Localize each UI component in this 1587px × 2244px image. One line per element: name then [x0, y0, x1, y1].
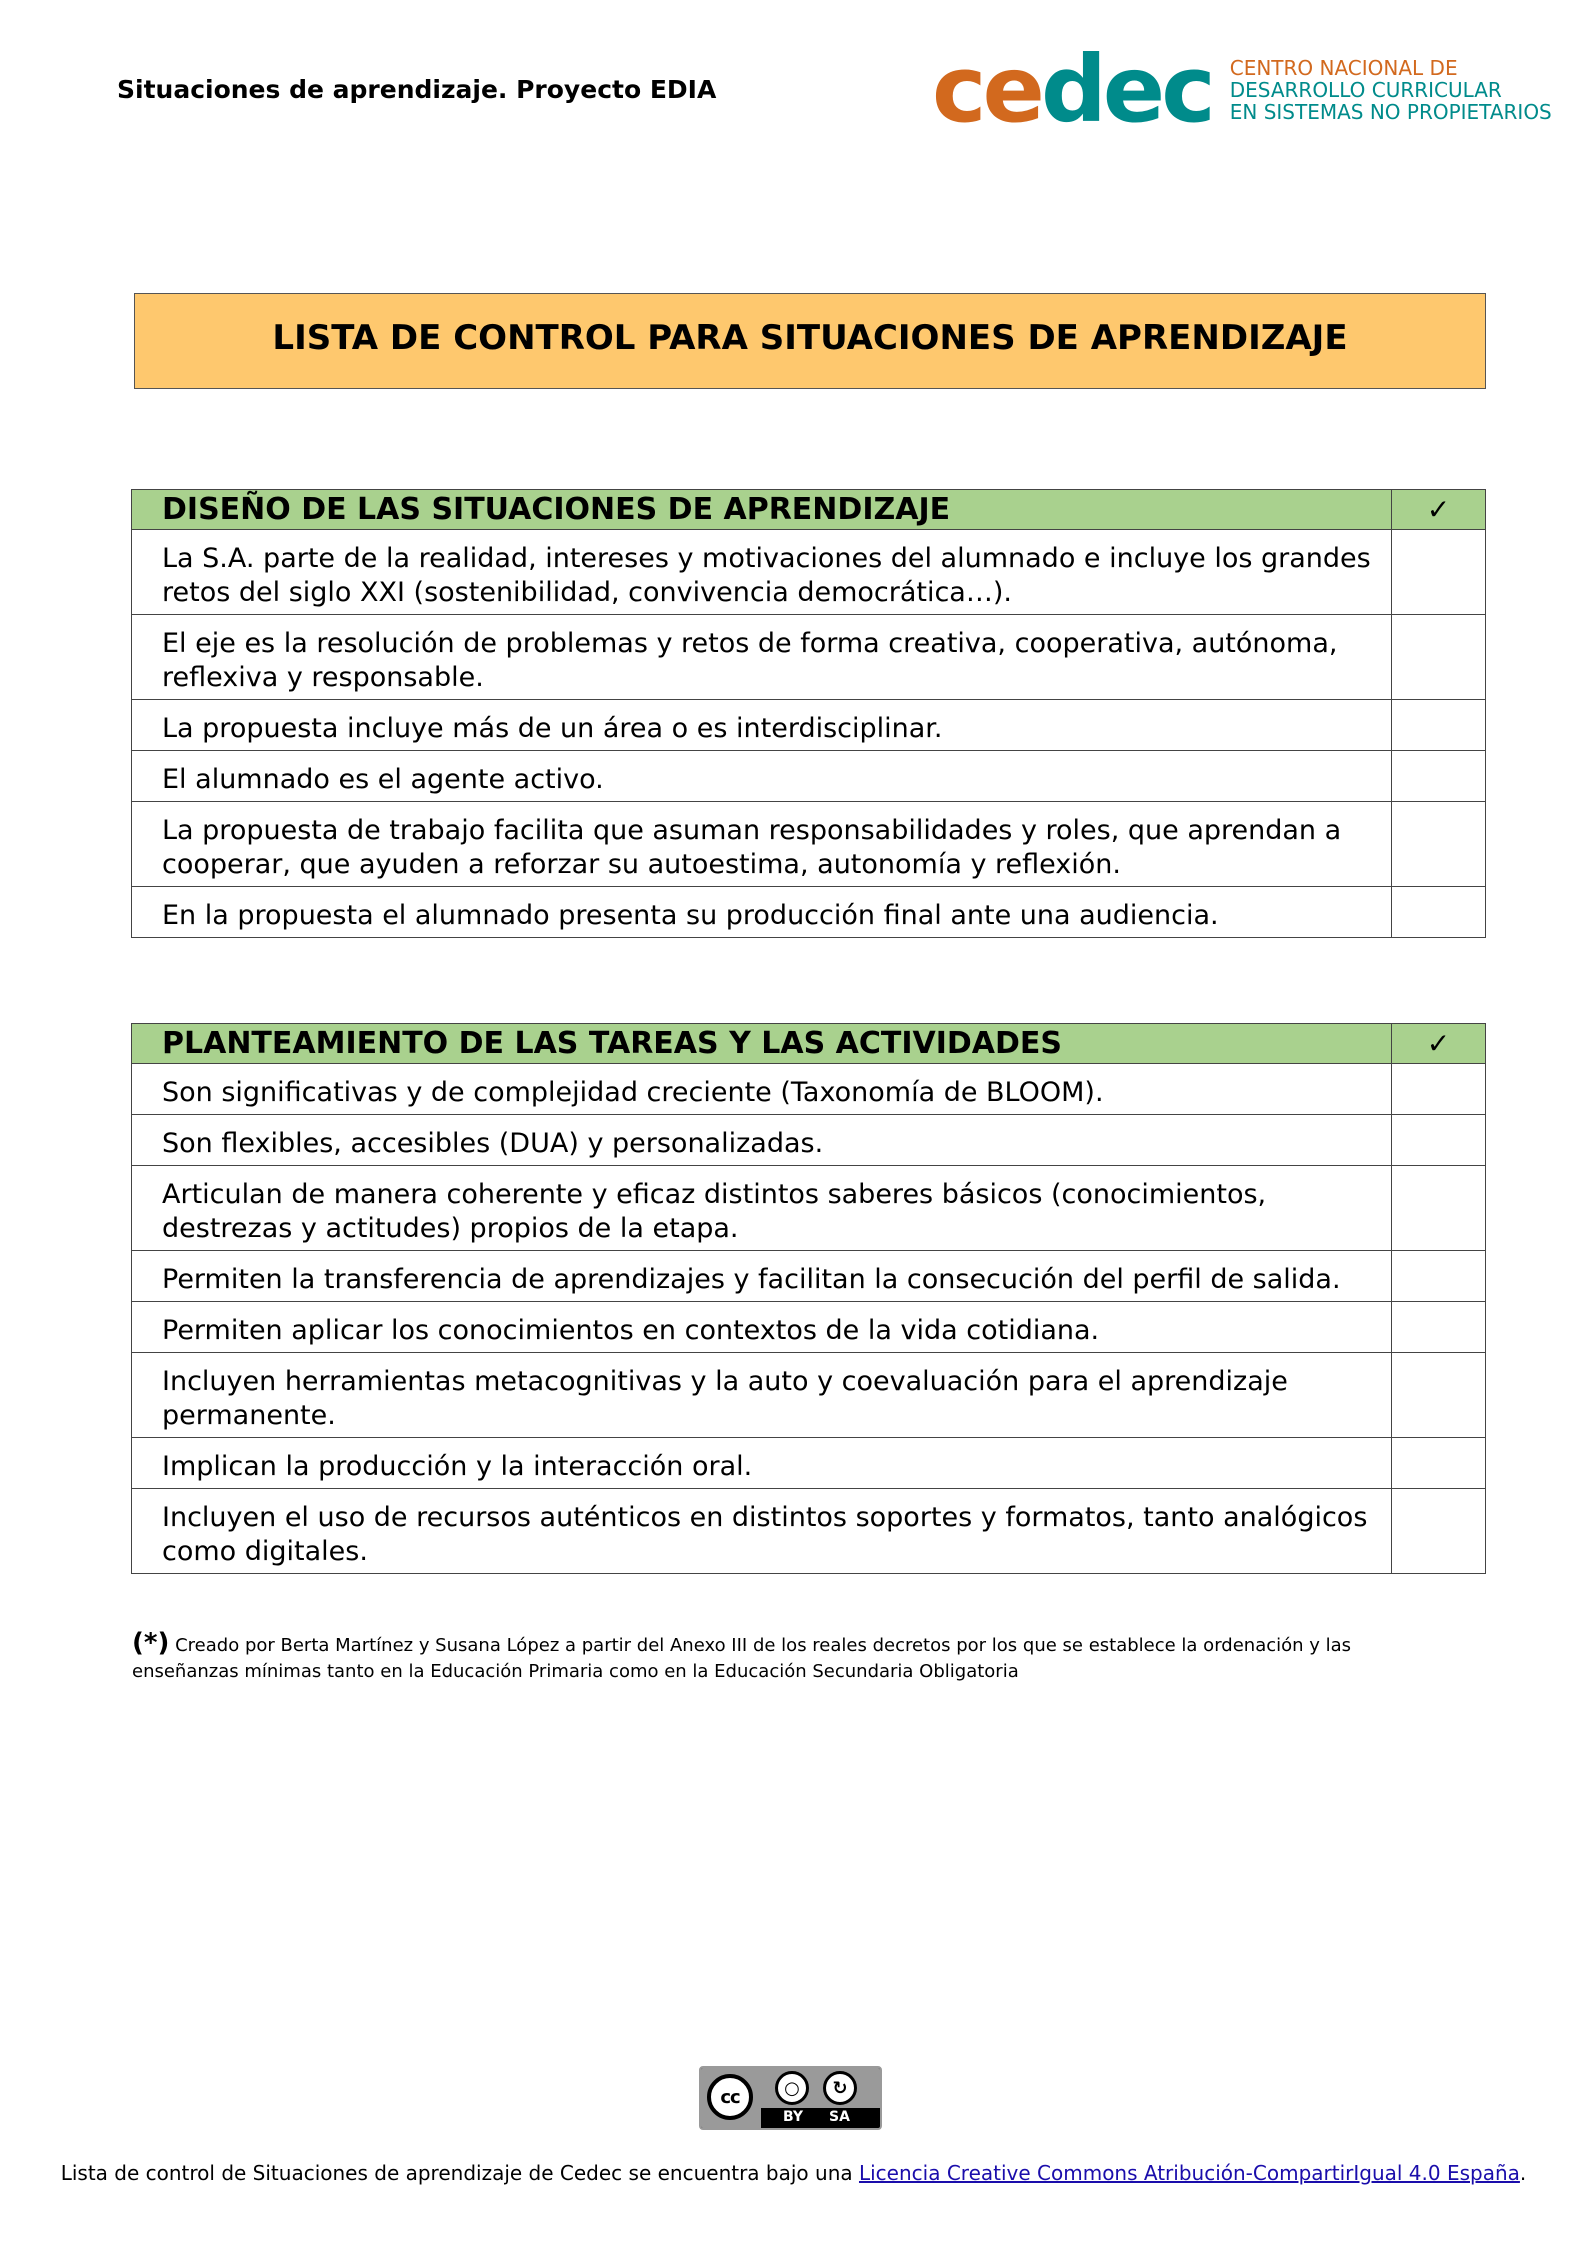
logo-caption-line2: DESARROLLO CURRICULAR: [1229, 78, 1502, 102]
tasks-table-heading: PLANTEAMIENTO DE LAS TAREAS Y LAS ACTIVIDADES: [132, 1024, 1392, 1064]
check-box-cell[interactable]: [1392, 1166, 1486, 1251]
checklist-item-text: La S.A. parte de la realidad, intereses y motivaciones del alumnado e incluye los grandes retos del siglo XXI (sostenibilidad, convivencia democrática…).: [132, 530, 1392, 615]
license-statement: [0, 2161, 1587, 2185]
checklist-item-text: Incluyen herramientas metacognitivas y la auto y coevaluación para el aprendizaje permanente.: [132, 1353, 1392, 1438]
cedec-logo-caption: [1230, 57, 1552, 123]
logo-word-dec: dec: [1040, 36, 1212, 143]
logo-word-ce: ce: [932, 36, 1041, 143]
checklist-item-text: Articulan de manera coherente y eficaz distintos saberes básicos (conocimientos, destrezas y actitudes) propios de la etapa.: [132, 1166, 1392, 1251]
tasks-checklist-table: [131, 1023, 1486, 1574]
check-box-cell[interactable]: [1392, 615, 1486, 700]
check-box-cell[interactable]: [1392, 700, 1486, 751]
logo-caption-line1: CENTRO NACIONAL DE: [1229, 56, 1458, 80]
check-box-cell[interactable]: [1392, 1251, 1486, 1302]
check-box-cell[interactable]: [1392, 1438, 1486, 1489]
checklist-row: [132, 887, 1486, 938]
footnote: [132, 1630, 1462, 1685]
checklist-row: [132, 1166, 1486, 1251]
design-table-heading: DISEÑO DE LAS SITUACIONES DE APRENDIZAJE: [132, 490, 1392, 530]
license-suffix: .: [1519, 2161, 1527, 2185]
check-box-cell[interactable]: [1392, 751, 1486, 802]
badge-sa-label: SA: [829, 2109, 850, 2125]
checklist-row: [132, 1064, 1486, 1115]
checklist-item-text: El alumnado es el agente activo.: [132, 751, 1392, 802]
checklist-row: [132, 1489, 1486, 1574]
logo-caption-line3: EN SISTEMAS NO PROPIETARIOS: [1229, 100, 1552, 124]
checklist-row: [132, 615, 1486, 700]
check-box-cell[interactable]: [1392, 1489, 1486, 1574]
check-mark-icon: ✓: [1392, 490, 1486, 530]
checklist-row: [132, 1353, 1486, 1438]
checklist-item-text: Permiten aplicar los conocimientos en contextos de la vida cotidiana.: [132, 1302, 1392, 1353]
checklist-main-title: LISTA DE CONTROL PARA SITUACIONES DE APRENDIZAJE: [134, 293, 1486, 389]
check-mark-icon: ✓: [1392, 1024, 1486, 1064]
cedec-logo-wordmark: [932, 36, 1212, 143]
checklist-item-text: El eje es la resolución de problemas y retos de forma creativa, cooperativa, autónoma, reflexiva y responsable.: [132, 615, 1392, 700]
license-prefix: Lista de control de Situaciones de aprendizaje de Cedec se encuentra bajo una: [60, 2161, 859, 2185]
checklist-row: [132, 530, 1486, 615]
check-box-cell[interactable]: [1392, 530, 1486, 615]
share-alike-icon: ↻: [823, 2071, 857, 2105]
checklist-row: [132, 700, 1486, 751]
check-box-cell[interactable]: [1392, 802, 1486, 887]
checklist-item-text: Incluyen el uso de recursos auténticos en distintos soportes y formatos, tanto analógicos como digitales.: [132, 1489, 1392, 1574]
footnote-text: Creado por Berta Martínez y Susana López a partir del Anexo III de los reales decretos por los que se establece la ordenación y las enseñanzas mínimas tanto en la Educación Primaria como en la Educación Secundaria Obligatoria: [132, 1635, 1352, 1682]
checklist-item-text: Permiten la transferencia de aprendizajes y facilitan la consecución del perfil de salida.: [132, 1251, 1392, 1302]
creative-commons-badge[interactable]: [699, 2066, 882, 2130]
design-checklist-table: [131, 489, 1486, 938]
checklist-item-text: En la propuesta el alumnado presenta su producción final ante una audiencia.: [132, 887, 1392, 938]
checklist-item-text: Implican la producción y la interacción oral.: [132, 1438, 1392, 1489]
checklist-row: [132, 1302, 1486, 1353]
tasks-table-header-row: [132, 1024, 1486, 1064]
checklist-row: [132, 1438, 1486, 1489]
check-box-cell[interactable]: [1392, 1064, 1486, 1115]
attribution-icon: ○: [775, 2071, 809, 2105]
cedec-logo: [932, 36, 1552, 143]
checklist-row: [132, 751, 1486, 802]
license-link[interactable]: Licencia Creative Commons Atribución-CompartirIgual 4.0 España: [858, 2161, 1520, 2185]
check-box-cell[interactable]: [1392, 887, 1486, 938]
document-header-title: Situaciones de aprendizaje. Proyecto EDIA: [117, 75, 717, 104]
design-table-header-row: [132, 490, 1486, 530]
checklist-item-text: La propuesta de trabajo facilita que asuman responsabilidades y roles, que aprendan a cooperar, que ayuden a reforzar su autoestima, autonomía y reflexión.: [132, 802, 1392, 887]
check-box-cell[interactable]: [1392, 1353, 1486, 1438]
checklist-item-text: Son significativas y de complejidad creciente (Taxonomía de BLOOM).: [132, 1064, 1392, 1115]
footnote-marker: (*): [132, 1628, 170, 1658]
checklist-row: [132, 1251, 1486, 1302]
badge-by-label: BY: [783, 2109, 804, 2125]
checklist-item-text: Son flexibles, accesibles (DUA) y personalizadas.: [132, 1115, 1392, 1166]
checklist-row: [132, 1115, 1486, 1166]
checklist-row: [132, 802, 1486, 887]
check-box-cell[interactable]: [1392, 1115, 1486, 1166]
cc-icon: cc: [707, 2074, 753, 2120]
checklist-item-text: La propuesta incluye más de un área o es interdisciplinar.: [132, 700, 1392, 751]
check-box-cell[interactable]: [1392, 1302, 1486, 1353]
